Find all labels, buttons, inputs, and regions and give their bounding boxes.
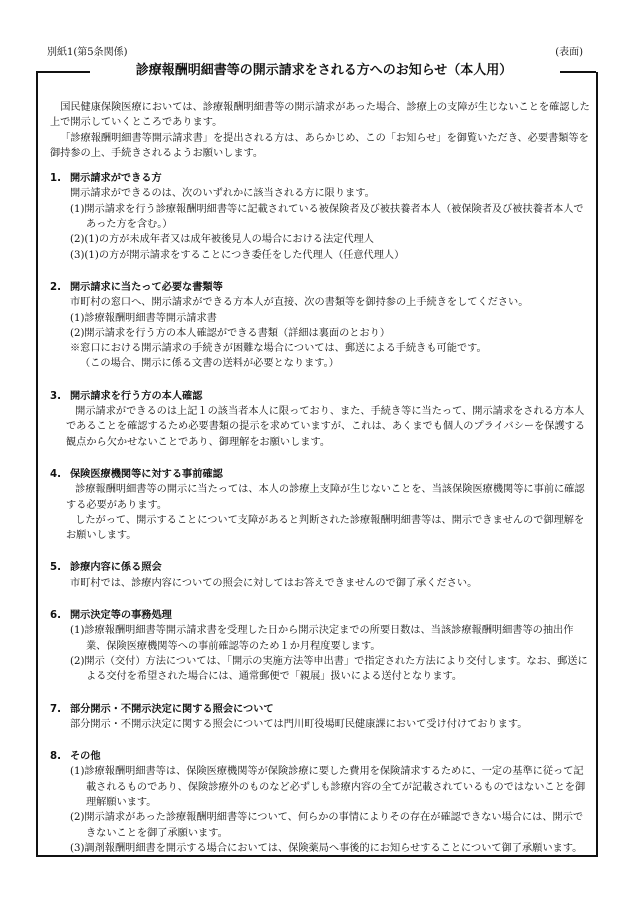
section-heading: 5. 診療内容に係る照会	[50, 562, 162, 574]
section-heading: 6. 開示決定等の事務処理	[50, 610, 172, 622]
section-heading: 8. その他	[50, 751, 101, 763]
section-text: 診療報酬明細書等の開示に当たっては、本人の診療上支障が生じないことを、当該保険医療機関等に事前に確認する必要があります。	[66, 484, 585, 511]
section-text: 開示請求ができるのは上記１の該当者本人に限っており、また、手続き等に当たって、開示請求をされる方本人であることを確認するため必要書類の提示を求めていますが、これは、あくまでも個人のプライバシーを保護する観点から欠かせないことであり、御理解をお願いします。	[66, 406, 586, 448]
section-8	[50, 749, 590, 856]
form-reference: 別紙1(第5条関係)	[47, 47, 128, 58]
list-item: (1)診療報酬明細書等開示請求書を受理した日から開示決定までの所要日数は、当該診療報酬明細書等の抽出作業、保険医療機関等への事前確認等のため１か月程度要します。	[70, 625, 574, 652]
section-6	[50, 608, 590, 684]
section-4	[50, 467, 590, 543]
section-2	[50, 280, 590, 372]
list-item: (2)開示請求を行う方の本人確認ができる書類（詳細は裏面のとおり）	[70, 327, 391, 339]
section-heading: 4. 保険医療機関等に対する事前確認	[50, 468, 223, 480]
list-item: (2)開示請求があった診療報酬明細書等について、何らかの事情によりその存在が確認できない場合には、開示できないことを御了承願います。	[70, 812, 584, 839]
note: ※窓口における開示請求の手続きが困難な場合については、郵送による手続きも可能です。	[70, 343, 487, 355]
section-5	[50, 560, 590, 591]
intro-paragraph: 「診療報酬明細書等開示請求書」を提出される方は、あらかじめ、この「お知らせ」を御覧いただき、必要書類等を御持参の上、手続きされるようお願いします。	[50, 132, 589, 159]
page-title: 診療報酬明細書等の開示請求をされる方へのお知らせ（本人用）	[135, 63, 513, 78]
section-3	[50, 389, 590, 450]
list-item: (2)開示（交付）方法については、「開示の実施方法等申出書」で指定された方法により交付します。なお、郵送による交付を希望された場合には、通常郵便で「親展」扱いによる送付となります。	[70, 655, 588, 683]
section-text: 市町村の窓口へ、開示請求ができる方本人が直接、次の書類等を御持参の上手続きをしてください。	[70, 297, 529, 309]
section-7	[50, 702, 590, 733]
list-item: (1)診療報酬明細書等開示請求書	[70, 312, 217, 324]
page-side-label: (表面)	[555, 47, 583, 58]
section-text: したがって、開示することについて支障があると判断された診療報酬明細書等は、開示できませんので御理解をお願いします。	[66, 514, 585, 542]
section-text: 市町村では、診療内容についての照会に対してはお答えできませんので御了承ください。	[70, 577, 478, 589]
list-item: (1)開示請求を行う診療報酬明細書等に記載されている被保険者及び被扶養者本人（被保険者及び被扶養者本人であった方を含む。）	[70, 203, 584, 231]
list-item: (3)(1)の方が開示請求をすることにつき委任をした代理人（任意代理人）	[70, 249, 405, 261]
section-1	[50, 171, 590, 263]
section-heading: 7. 部分開示・不開示決定に関する照会について	[50, 703, 274, 715]
note-continuation: （この場合、開示に係る文書の送料が必要となります。）	[80, 358, 339, 370]
list-item: (3)調剤報酬明細書を開示する場合においては、保険薬局へ事後的にお知らせすることについて御了承願います。	[70, 842, 583, 854]
section-text: 部分開示・不開示決定に関する照会については門川町役場町民健康課において受け付けております。	[70, 718, 528, 730]
list-item: (1)診療報酬明細書等は、保険医療機関等が保険診療に要した費用を保険請求するために、一定の基準に従って記載されるものであり、保険診療外のものなど必ずしも診療内容の全てが記載されているものではないことを御理解願います。	[70, 766, 586, 808]
section-heading: 1. 開示請求ができる方	[50, 173, 162, 185]
intro-paragraph: 国民健康保険医療においては、診療報酬明細書等の開示請求があった場合、診療上の支障が生じないことを確認した上で開示していくところであります。	[50, 102, 590, 129]
document-body	[50, 100, 590, 856]
section-text: 開示請求ができるのは、次のいずれかに該当される方に限ります。	[70, 188, 375, 200]
section-heading: 3. 開示請求を行う方の本人確認	[50, 390, 203, 402]
section-heading: 2. 開示請求に当たって必要な書類等	[50, 281, 223, 293]
list-item: (2)(1)の方が未成年者又は成年被後見人の場合における法定代理人	[70, 234, 374, 246]
intro	[50, 100, 590, 161]
